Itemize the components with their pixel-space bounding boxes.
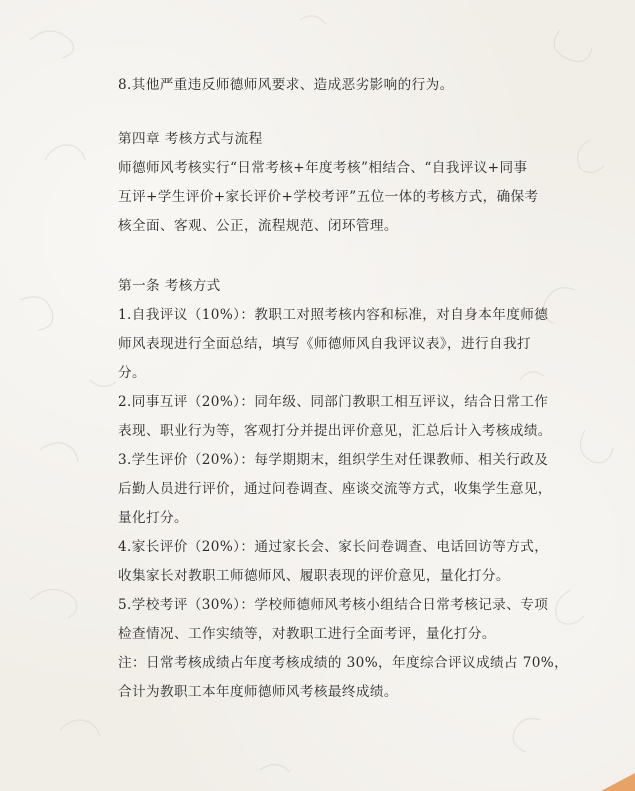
paragraph-line: 核全面、客观、公正，流程规范、闭环管理。 [118,218,398,234]
corner-decoration [595,773,635,791]
school-evaluation-line: 5.学校考评（30%）：学校师德师风考核小组结合日常考核记录、专项 [118,597,549,613]
student-evaluation-line: 量化打分。 [118,510,188,526]
student-evaluation-line: 后勤人员进行评价，通过问卷调查、座谈交流等方式，收集学生意见， [118,481,552,497]
peer-evaluation-line: 2.同事互评（20%）：同年级、同部门教职工相互评议，结合日常工作 [118,394,549,410]
note-line: 注：日常考核成绩占年度考核成绩的 30%，年度综合评议成绩占 70%， [118,655,569,671]
article-heading: 第一条 考核方式 [118,278,221,294]
clause-item-8: 8.其他严重违反师德师风要求、造成恶劣影响的行为。 [118,77,454,93]
self-evaluation-line: 1.自我评议（10%）：教职工对照考核内容和标准，对自身本年度师德 [118,307,549,323]
paragraph-line: 师德师风考核实行“日常考核+年度考核”相结合、“自我评议+同事 [118,160,528,176]
student-evaluation-line: 3.学生评价（20%）：每学期期末，组织学生对任课教师、相关行政及 [118,452,549,468]
peer-evaluation-line: 表现、职业行为等，客观打分并提出评价意见，汇总后计入考核成绩。 [118,423,552,439]
self-evaluation-line: 分。 [118,365,146,381]
note-line: 合计为教职工本年度师德师风考核最终成绩。 [118,684,398,700]
parent-evaluation-line: 4.家长评价（20%）：通过家长会、家长问卷调查、电话回访等方式， [118,539,549,555]
paragraph-line: 互评+学生评价+家长评价+学校考评”五位一体的考核方式，确保考 [118,189,539,205]
school-evaluation-line: 检查情况、工作实绩等，对教职工进行全面考评，量化打分。 [118,626,496,642]
parent-evaluation-line: 收集家长对教职工师德师风、履职表现的评价意见，量化打分。 [118,568,510,584]
chapter-heading: 第四章 考核方式与流程 [118,131,263,147]
self-evaluation-line: 师风表现进行全面总结，填写《师德师风自我评议表》，进行自我打 [118,336,532,352]
